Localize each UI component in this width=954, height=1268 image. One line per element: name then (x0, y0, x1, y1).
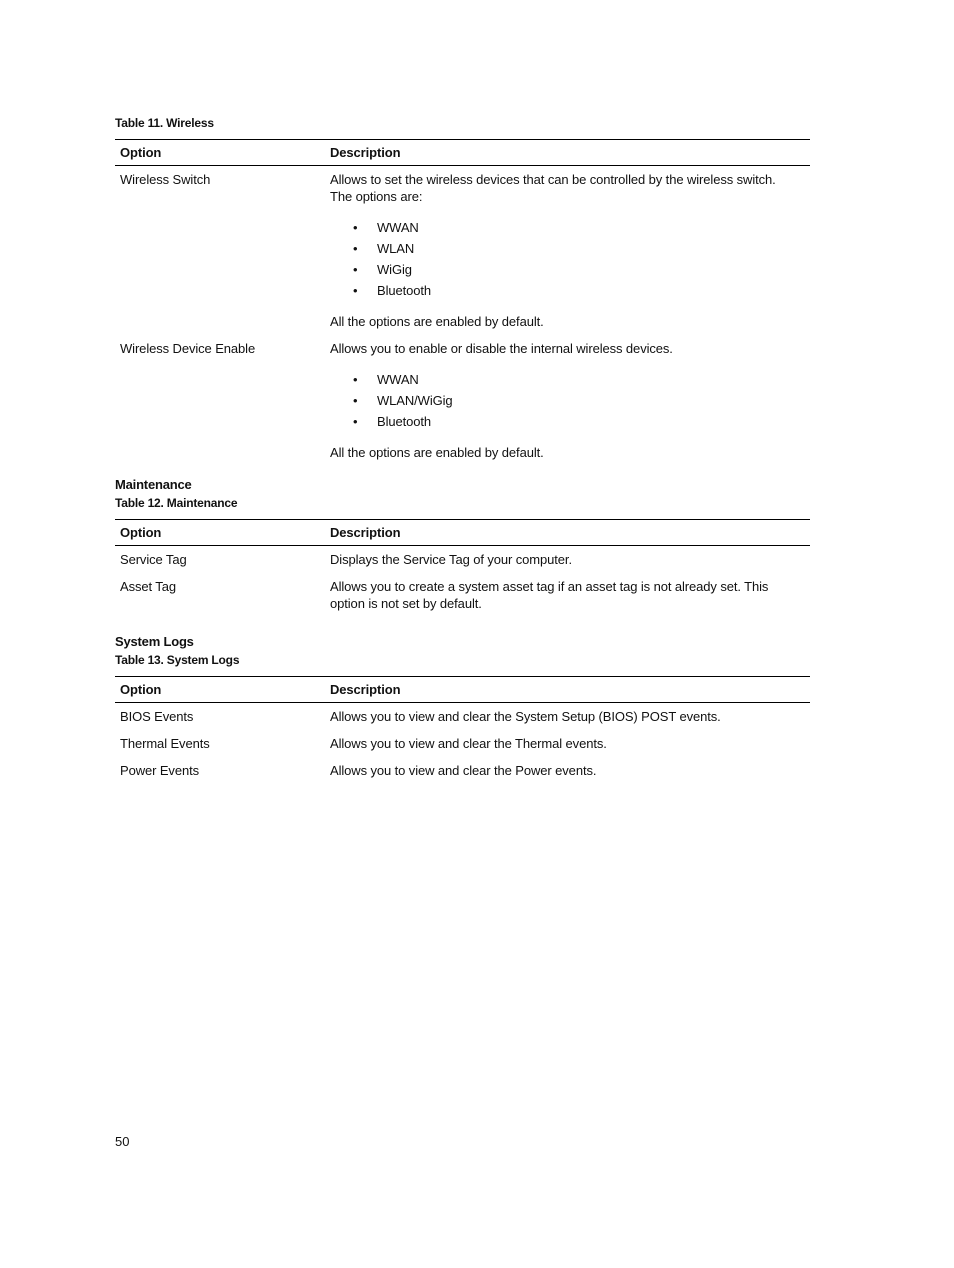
maintenance-table (115, 519, 810, 612)
description-cell: Displays the Service Tag of your computer. (330, 552, 572, 567)
options-list (330, 217, 800, 301)
option-cell: Service Tag (120, 552, 187, 567)
option-cell: Wireless Device Enable (120, 341, 256, 356)
wireless-table (115, 139, 810, 466)
list-item: • WiGig (330, 259, 800, 280)
table-caption-maintenance: Table 12. Maintenance (115, 496, 238, 510)
option-cell: Asset Tag (120, 579, 176, 594)
column-header-option: Option (115, 677, 325, 703)
system-logs-table (115, 676, 810, 779)
list-item: • WLAN (330, 238, 800, 259)
table-row (115, 546, 810, 574)
list-item: • Bluetooth (330, 280, 800, 301)
table-row (115, 757, 810, 779)
section-title-system-logs: System Logs (115, 634, 194, 649)
column-header-description: Description (325, 140, 810, 166)
description-text: Allows you to enable or disable the internal wireless devices. (330, 341, 673, 356)
option-cell: Power Events (120, 763, 200, 778)
description-cell: Allows you to view and clear the Thermal events. (330, 736, 607, 751)
table-row (115, 703, 810, 731)
table-row (115, 573, 810, 612)
list-item: • WWAN (330, 369, 800, 390)
list-item: • WWAN (330, 217, 800, 238)
option-cell: BIOS Events (120, 709, 194, 724)
table-row (115, 335, 810, 466)
table-row (115, 166, 810, 336)
options-list (330, 369, 800, 432)
column-header-description: Description (325, 520, 810, 546)
default-note: All the options are enabled by default. (330, 445, 544, 460)
list-item: • WLAN/WiGig (330, 390, 800, 411)
column-header-option: Option (115, 520, 325, 546)
description-cell: Allows you to view and clear the Power events. (330, 763, 597, 778)
option-cell: Wireless Switch (120, 172, 211, 187)
description-cell (325, 335, 810, 466)
table-caption-wireless: Table 11. Wireless (115, 116, 214, 130)
description-cell: Allows you to view and clear the System Setup (BIOS) POST events. (330, 709, 721, 724)
table-row (115, 730, 810, 757)
table-caption-system-logs: Table 13. System Logs (115, 653, 240, 667)
description-cell (325, 166, 810, 336)
column-header-option: Option (115, 140, 325, 166)
list-item: • Bluetooth (330, 411, 800, 432)
column-header-description: Description (325, 677, 810, 703)
description-text: Allows to set the wireless devices that can be controlled by the wireless switch. The options are: (330, 172, 776, 204)
option-cell: Thermal Events (120, 736, 210, 751)
description-cell: Allows you to create a system asset tag if an asset tag is not already set. This option is not set by default. (330, 579, 769, 611)
page-number: 50 (115, 1134, 130, 1149)
section-title-maintenance: Maintenance (115, 477, 192, 492)
default-note: All the options are enabled by default. (330, 314, 544, 329)
